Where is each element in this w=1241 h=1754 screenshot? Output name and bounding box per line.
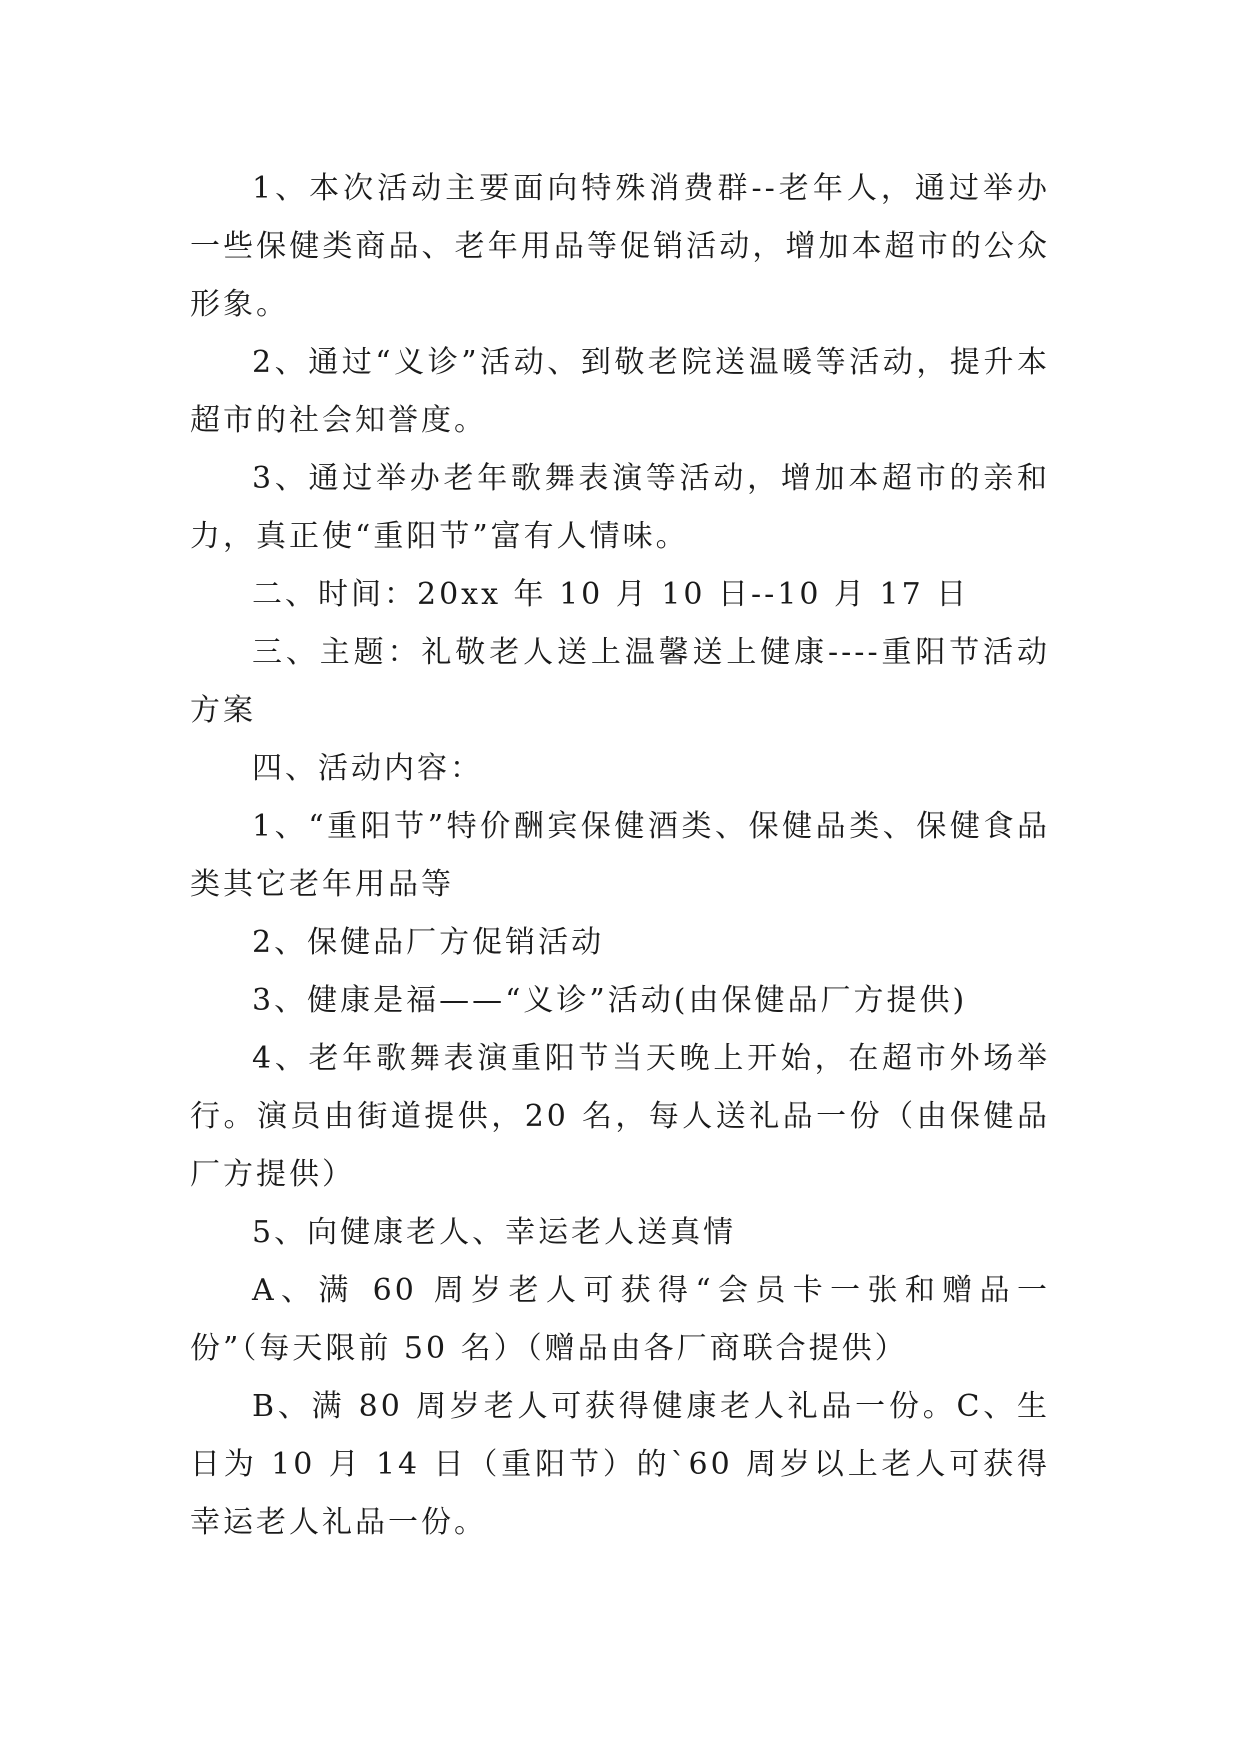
paragraph-content-3: 3、健康是福——“义诊”活动(由保健品厂方提供) bbox=[252, 983, 968, 1018]
paragraph-theme: 三、主题：礼敬老人送上温馨送上健康----重阳节活动方案 bbox=[190, 635, 1050, 728]
paragraph-goal-3: 3、通过举办老年歌舞表演等活动，增加本超市的亲和力，真正使“重阳节”富有人情味。 bbox=[190, 461, 1050, 554]
section-heading-content: 四、活动内容： bbox=[252, 751, 483, 786]
paragraph-content-2: 2、保健品厂方促销活动 bbox=[252, 925, 605, 960]
paragraph-goal-1: 1、本次活动主要面向特殊消费群--老年人，通过举办一些保健类商品、老年用品等促销活动，增加本超市的公众形象。 bbox=[190, 171, 1050, 322]
paragraph-content-5: 5、向健康老人、幸运老人送真情 bbox=[252, 1215, 737, 1250]
paragraph-content-5bc: B、满 80 周岁老人可获得健康老人礼品一份。C、生日为 10 月 14 日（重阳节）的`60 周岁以上老人可获得幸运老人礼品一份。 bbox=[190, 1389, 1050, 1540]
paragraph-goal-2: 2、通过“义诊”活动、到敬老院送温暖等活动，提升本超市的社会知誉度。 bbox=[190, 345, 1050, 438]
paragraph-content-5a: A、满 60 周岁老人可获得“会员卡一张和赠品一份”（每天限前 50 名）（赠品由各厂商联合提供） bbox=[190, 1273, 1050, 1366]
paragraph-content-1: 1、“重阳节”特价酬宾保健酒类、保健品类、保健食品类其它老年用品等 bbox=[190, 809, 1050, 902]
paragraph-content-4: 4、老年歌舞表演重阳节当天晚上开始，在超市外场举行。演员由街道提供，20 名，每人送礼品一份（由保健品厂方提供） bbox=[190, 1041, 1050, 1192]
paragraph-time: 二、时间：20xx 年 10 月 10 日--10 月 17 日 bbox=[252, 577, 970, 612]
document-body bbox=[190, 160, 1050, 1552]
